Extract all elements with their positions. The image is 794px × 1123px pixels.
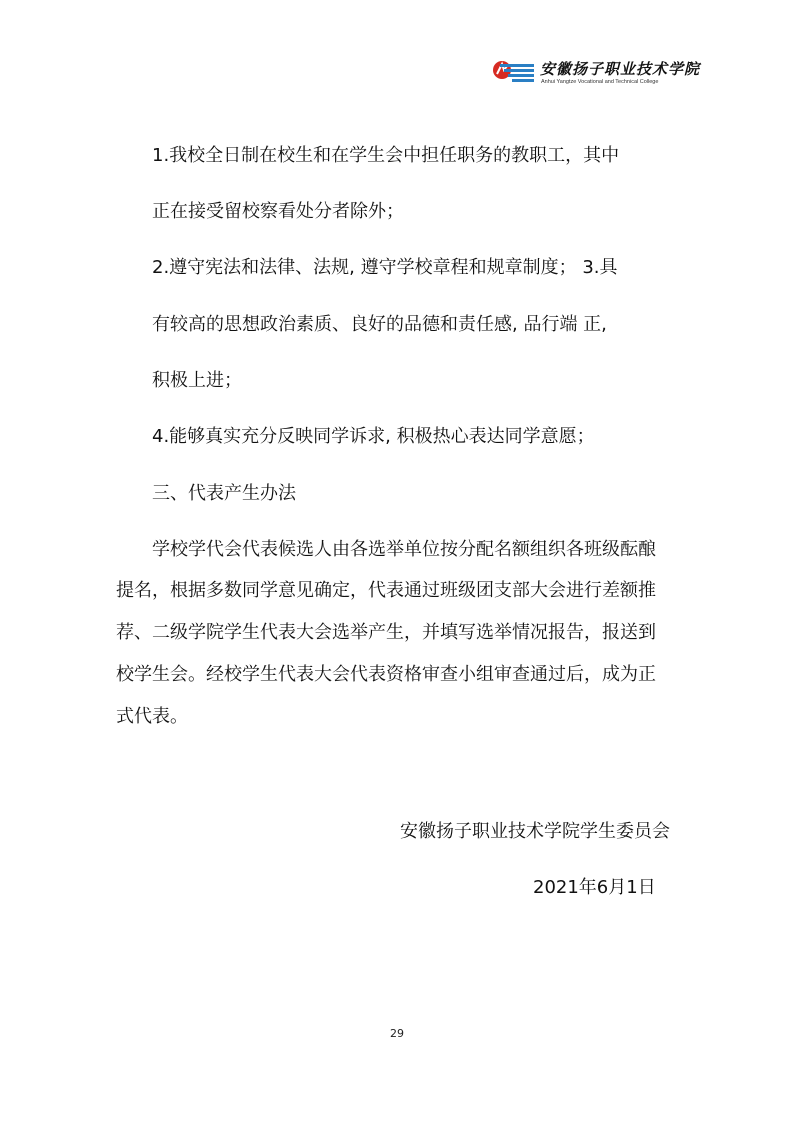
criteria-1-line-2: 正在接受留校察看处分者除外； <box>152 201 404 222</box>
paragraph-line-3: 荐、二级学院学生代表大会选举产生，并填写选举情况报告，报送到 <box>116 622 656 643</box>
paragraph-line-2: 提名，根据多数同学意见确定，代表通过班级团支部大会进行差额推 <box>116 580 656 601</box>
criteria-3-line-1: 有较高的思想政治素质、良好的品德和责任感, 品行端 正, <box>152 314 607 335</box>
signature-organization: 安徽扬子职业技术学院学生委员会 <box>400 821 670 842</box>
paragraph-line-5: 式代表。 <box>116 706 188 727</box>
criteria-2-line: 2.遵守宪法和法律、法规, 遵守学校章程和规章制度； 3.具 <box>152 257 618 278</box>
criteria-3-line-2: 积极上进； <box>152 370 242 391</box>
paragraph-line-4: 校学生会。经校学生代表大会代表资格审查小组审查通过后，成为正 <box>116 664 656 685</box>
paragraph-line-1: 学校学代会代表候选人由各选举单位按分配名额组织各班级酝酿 <box>152 539 656 560</box>
page-number: 29 <box>390 1027 404 1040</box>
criteria-1-line-1: 1.我校全日制在校生和在学生会中担任职务的教职工，其中 <box>152 145 620 166</box>
college-emblem-icon <box>492 56 536 88</box>
section-heading: 三、代表产生办法 <box>152 483 296 504</box>
college-name-en: Anhui Yangtze Vocational and Technical College <box>541 79 659 85</box>
criteria-4-line: 4.能够真实充分反映同学诉求, 积极热心表达同学意愿； <box>152 426 595 447</box>
signature-date: 2021年6月1日 <box>533 877 656 898</box>
college-name-cn: 安徽扬子职业技术学院 <box>540 60 701 78</box>
college-logo <box>492 56 701 92</box>
